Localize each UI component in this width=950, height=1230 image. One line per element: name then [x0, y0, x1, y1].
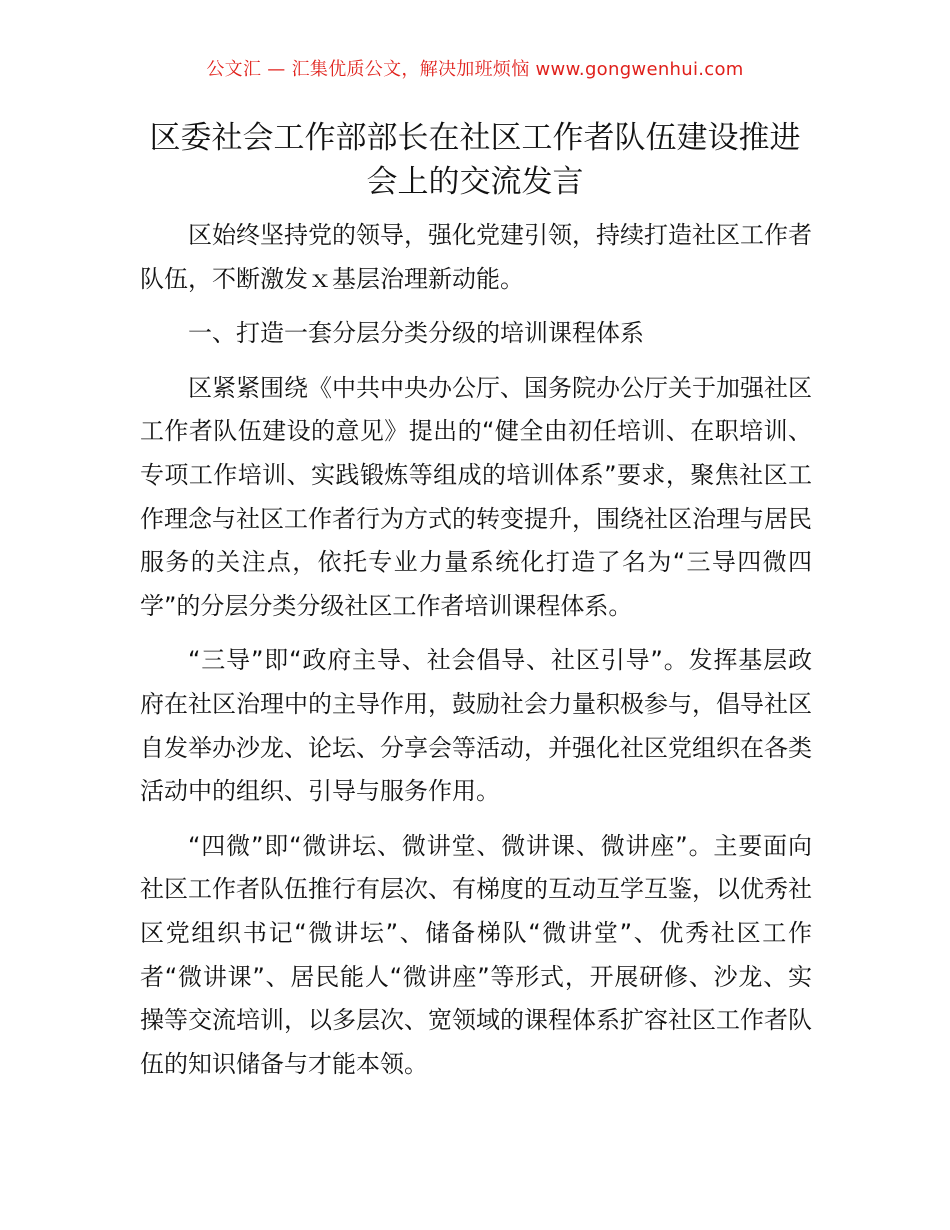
section-heading-1: 一、打造一套分层分类分级的培训课程体系 — [188, 319, 644, 348]
document-title: 区委社会工作部部长在社区工作者队伍建设推进会上的交流发言 — [149, 120, 801, 200]
paragraph-intro: 区始终坚持党的领导，强化党建引领，持续打造社区工作者队伍，不断激发ｘ基层治理新动能。 — [140, 221, 812, 293]
site-banner: 公文汇 — 汇集优质公文，解决加班烦恼 www.gongwenhui.com — [206, 59, 744, 80]
paragraph-si-wei: “四微”即“微讲坛、微讲堂、微讲课、微讲座”。主要面向社区工作者队伍推行有层次、有梯度的互动互学互鉴，以优秀社区党组织书记“微讲坛”、储备梯队“微讲堂”、优秀社区工作者“微讲课”、居民能人“微讲座”等形式，开展研修、沙龙、实操等交流培训，以多层次、宽领域的课程体系扩容社区工作者队伍的知识储备与才能本领。 — [140, 831, 812, 1078]
document-body — [140, 214, 812, 1097]
paragraph-training-system: 区紧紧围绕《中共中央办公厅、国务院办公厅关于加强社区工作者队伍建设的意见》提出的“健全由初任培训、在职培训、专项工作培训、实践锻炼等组成的培训体系”要求，聚焦社区工作理念与社区工作者行为方式的转变提升，围绕社区治理与居民服务的关注点，依托专业力量系统化打造了名为“三导四微四学”的分层分类分级社区工作者培训课程体系。 — [140, 373, 812, 620]
paragraph-san-dao: “三导”即“政府主导、社会倡导、社区引导”。发挥基层政府在社区治理中的主导作用，鼓励社会力量积极参与，倡导社区自发举办沙龙、论坛、分享会等活动，并强化社区党组织在各类活动中的组织、引导与服务作用。 — [140, 646, 812, 806]
